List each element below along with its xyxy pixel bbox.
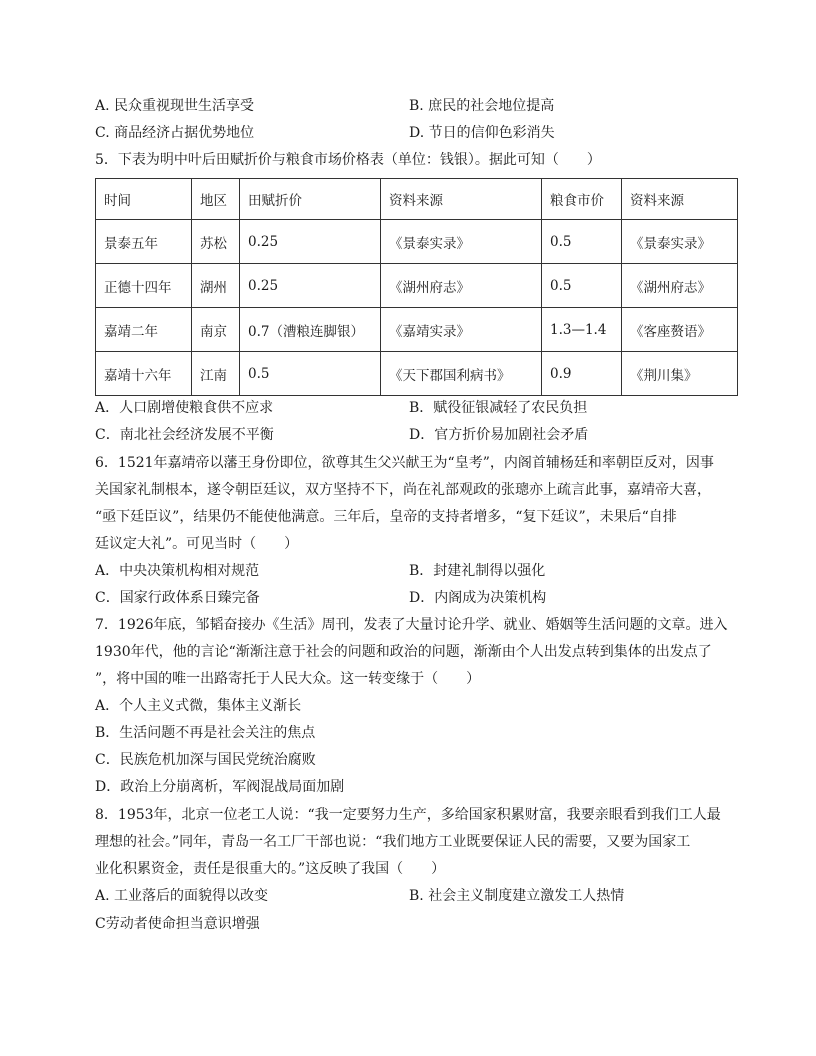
table-row [96, 308, 738, 352]
table-cell: 《景泰实录》 [622, 220, 738, 264]
table-cell: 1.3—1.4 [542, 308, 622, 352]
table-cell: 0.25 [240, 264, 381, 308]
table-cell: 湖州 [192, 264, 240, 308]
q5-option-c: C．南北社会经济发展不平衡 [95, 427, 274, 443]
q7-stem-line: 7．1926年底，邹韬奋接办《生活》周刊，发表了大量讨论升学、就业、婚姻等生活问题的文章。进入 [95, 617, 728, 633]
q8-option-a: A. 工业落后的面貌得以改变 [95, 888, 269, 904]
q4-option-c: C. 商品经济占据优势地位 [95, 125, 255, 141]
q7-option-c: C．民族危机加深与国民党统治腐败 [95, 752, 316, 768]
q6-option-b: B．封建礼制得以强化 [409, 563, 546, 579]
q4-option-b: B. 庶民的社会地位提高 [409, 98, 555, 114]
table-header-cell: 地区 [192, 179, 240, 220]
q6-stem-line: 廷议定大礼”。可见当时（ ） [95, 536, 299, 552]
table-header-cell: 田赋折价 [240, 179, 381, 220]
table-header-cell: 时间 [96, 179, 192, 220]
q5-stem: 5．下表为明中叶后田赋折价与粮食市场价格表（单位：钱银）。据此可知（ ） [95, 152, 601, 168]
table-cell: 0.25 [240, 220, 381, 264]
q7-option-d: D．政治上分崩离析，军阀混战局面加剧 [95, 779, 345, 795]
q8-option-b: B. 社会主义制度建立激发工人热情 [409, 888, 625, 904]
q6-option-a: A．中央决策机构相对规范 [95, 563, 260, 579]
table-cell: 0.7（漕粮连脚银） [240, 308, 381, 352]
q5-option-d: D．官方折价易加剧社会矛盾 [409, 427, 589, 443]
table-header-row [96, 179, 738, 220]
table-header-cell: 资料来源 [381, 179, 542, 220]
table-cell: 景泰五年 [96, 220, 192, 264]
table-cell: 《客座赘语》 [622, 308, 738, 352]
table-cell: 0.5 [542, 264, 622, 308]
q5-option-b: B．赋役征银减轻了农民负担 [409, 400, 588, 416]
q8-option-c: C劳动者使命担当意识增强 [95, 916, 260, 932]
q8-stem-line: 8．1953年，北京一位老工人说：“我一定要努力生产，多给国家积累财富，我要亲眼看到我们工人最 [95, 807, 721, 823]
q5-option-a: A．人口剧增使粮食供不应求 [95, 400, 274, 416]
table-row [96, 264, 738, 308]
table-cell: 正德十四年 [96, 264, 192, 308]
table-cell: 0.9 [542, 352, 622, 396]
q8-stem-line: 业化积累资金，责任是很重大的。”这反映了我国（ ） [95, 861, 446, 877]
q4-option-d: D. 节日的信仰色彩消失 [409, 125, 555, 141]
table-cell: 0.5 [240, 352, 381, 396]
table-cell: 《天下郡国利病书》 [381, 352, 542, 396]
table-cell: 0.5 [542, 220, 622, 264]
table-cell: 南京 [192, 308, 240, 352]
table-cell: 苏松 [192, 220, 240, 264]
q7-option-b: B．生活问题不再是社会关注的焦点 [95, 725, 316, 741]
table-row [96, 220, 738, 264]
table-cell: 《嘉靖实录》 [381, 308, 542, 352]
q6-stem-line: 关国家礼制根本，遂令朝臣廷议，双方坚持不下，尚在礼部观政的张璁亦上疏言此事，嘉靖帝大喜， [95, 482, 711, 498]
table-cell: 《湖州府志》 [622, 264, 738, 308]
table-cell: 嘉靖二年 [96, 308, 192, 352]
table-cell: 《荆川集》 [622, 352, 738, 396]
price-table [95, 178, 738, 396]
table-cell: 嘉靖十六年 [96, 352, 192, 396]
table-cell: 《湖州府志》 [381, 264, 542, 308]
q6-stem-line: 6．1521年嘉靖帝以藩王身份即位，欲尊其生父兴献王为“皇考”，内阁首辅杨廷和率朝臣反对，因事 [95, 455, 714, 471]
q6-stem-line: “亟下廷臣议”，结果仍不能使他满意。三年后，皇帝的支持者增多，“复下廷议”，未果后“自排 [95, 509, 677, 525]
q7-stem-line: ”，将中国的唯一出路寄托于人民大众。这一转变缘于（ ） [95, 671, 481, 687]
table-header-cell: 粮食市价 [542, 179, 622, 220]
q6-option-d: D．内阁成为决策机构 [409, 590, 547, 606]
q7-stem-line: 1930年代，他的言论“渐渐注意于社会的问题和政治的问题，渐渐由个人出发点转到集体的出发点了 [95, 644, 712, 660]
q7-option-a: A．个人主义式微，集体主义渐长 [95, 698, 302, 714]
table-header-cell: 资料来源 [622, 179, 738, 220]
table-cell: 江南 [192, 352, 240, 396]
q6-option-c: C．国家行政体系日臻完备 [95, 590, 260, 606]
table-cell: 《景泰实录》 [381, 220, 542, 264]
q8-stem-line: 理想的社会。”同年，青岛一名工厂干部也说：“我们地方工业既要保证人民的需要，又要为国家工 [95, 834, 691, 850]
q4-option-a: A. 民众重视现世生活享受 [95, 98, 255, 114]
table-row [96, 352, 738, 396]
